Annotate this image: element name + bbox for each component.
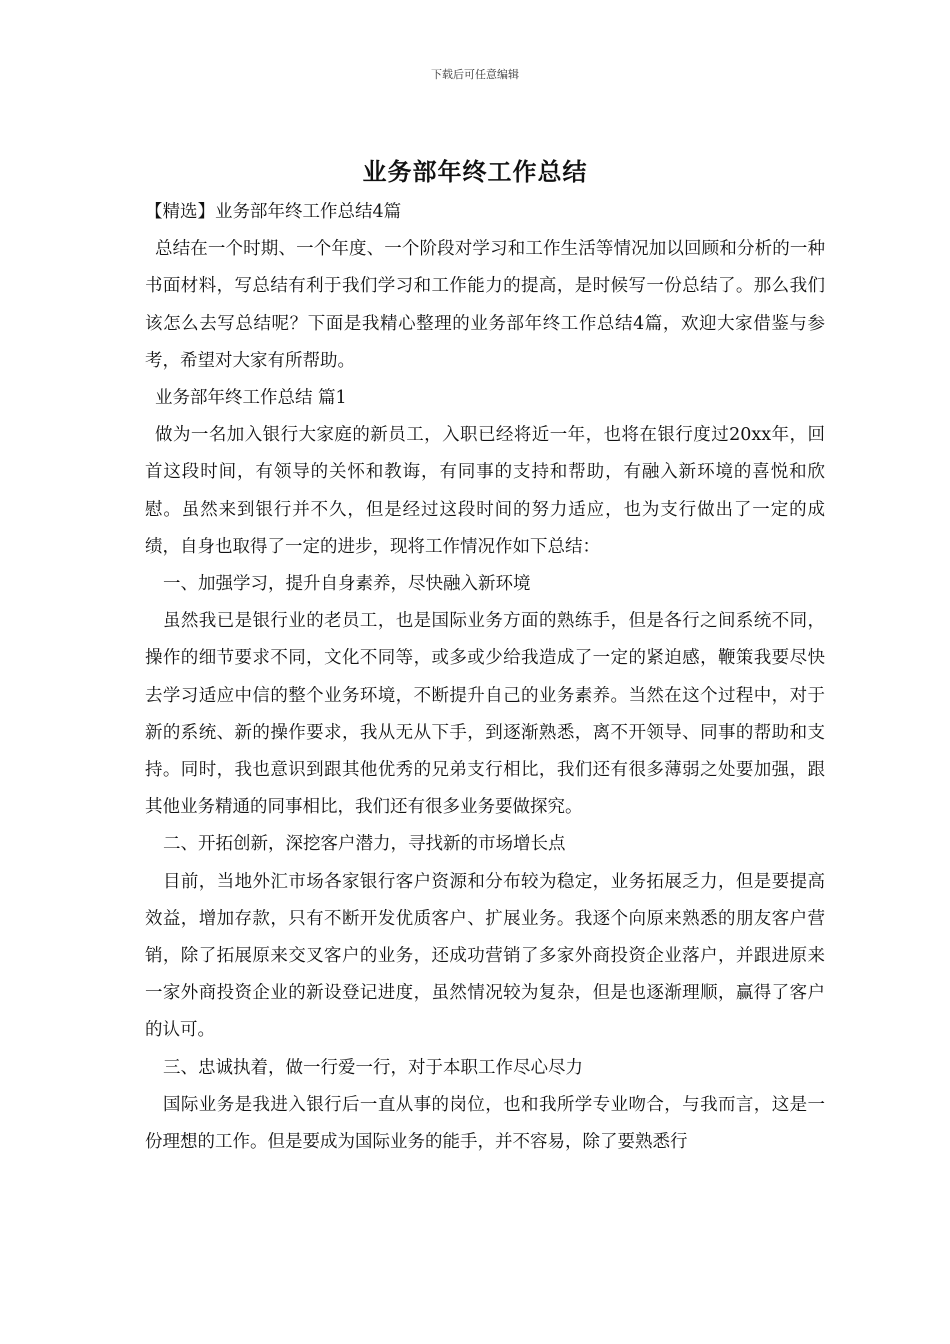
header-note: 下载后可任意编辑 — [431, 68, 519, 81]
section-heading: 二、开拓创新，深挖客户潜力，寻找新的市场增长点 — [163, 834, 566, 855]
document-title: 业务部年终工作总结 — [362, 157, 588, 186]
document-subtitle: 【精选】业务部年终工作总结4篇 — [145, 202, 402, 222]
document-body — [145, 194, 825, 1161]
body-paragraph: 做为一名加入银行大家庭的新员工，入职已经将近一年，也将在银行度过20xx年，回首这段时间，有领导的关怀和教诲，有同事的支持和帮助，有融入新环境的喜悦和欣慰。虽然来到银行并不久，但是经过这段时间的努力适应，也为支行做出了一定的成绩，自身也取得了一定的进步，现将工作情况作如下总结： — [145, 425, 825, 557]
body-paragraph: 目前，当地外汇市场各家银行客户资源和分布较为稳定，业务拓展乏力，但是要提高效益，增加存款，只有不断开发优质客户、扩展业务。我逐个向原来熟悉的朋友客户营销，除了拓展原来交叉客户的业务，还成功营销了多家外商投资企业落户，并跟进原来一家外商投资企业的新设登记进度，虽然情况较为复杂，但是也逐渐理顺，赢得了客户的认可。 — [145, 871, 825, 1041]
section-heading: 一、加强学习，提升自身素养，尽快融入新环境 — [163, 574, 531, 595]
section-heading: 三、忠诚执着，做一行爱一行，对于本职工作尽心尽力 — [163, 1057, 583, 1078]
intro-paragraph: 总结在一个时期、一个年度、一个阶段对学习和工作生活等情况加以回顾和分析的一种书面材料，写总结有利于我们学习和工作能力的提高，是时候写一份总结了。那么我们该怎么去写总结呢？下面是我精心整理的业务部年终工作总结4篇，欢迎大家借鉴与参考，希望对大家有所帮助。 — [145, 239, 825, 371]
body-paragraph: 国际业务是我进入银行后一直从事的岗位，也和我所学专业吻合，与我而言，这是一份理想的工作。但是要成为国际业务的能手，并不容易，除了要熟悉行 — [145, 1094, 825, 1153]
article-heading: 业务部年终工作总结 篇1 — [155, 388, 347, 409]
body-paragraph: 虽然我已是银行业的老员工，也是国际业务方面的熟练手，但是各行之间系统不同，操作的细节要求不同，文化不同等，或多或少给我造成了一定的紧迫感，鞭策我要尽快去学习适应中信的整个业务环境，不断提升自己的业务素养。当然在这个过程中，对于新的系统、新的操作要求，我从无从下手，到逐渐熟悉，离不开领导、同事的帮助和支持。同时，我也意识到跟其他优秀的兄弟支行相比，我们还有很多薄弱之处要加强，跟其他业务精通的同事相比，我们还有很多业务要做探究。 — [145, 611, 825, 818]
